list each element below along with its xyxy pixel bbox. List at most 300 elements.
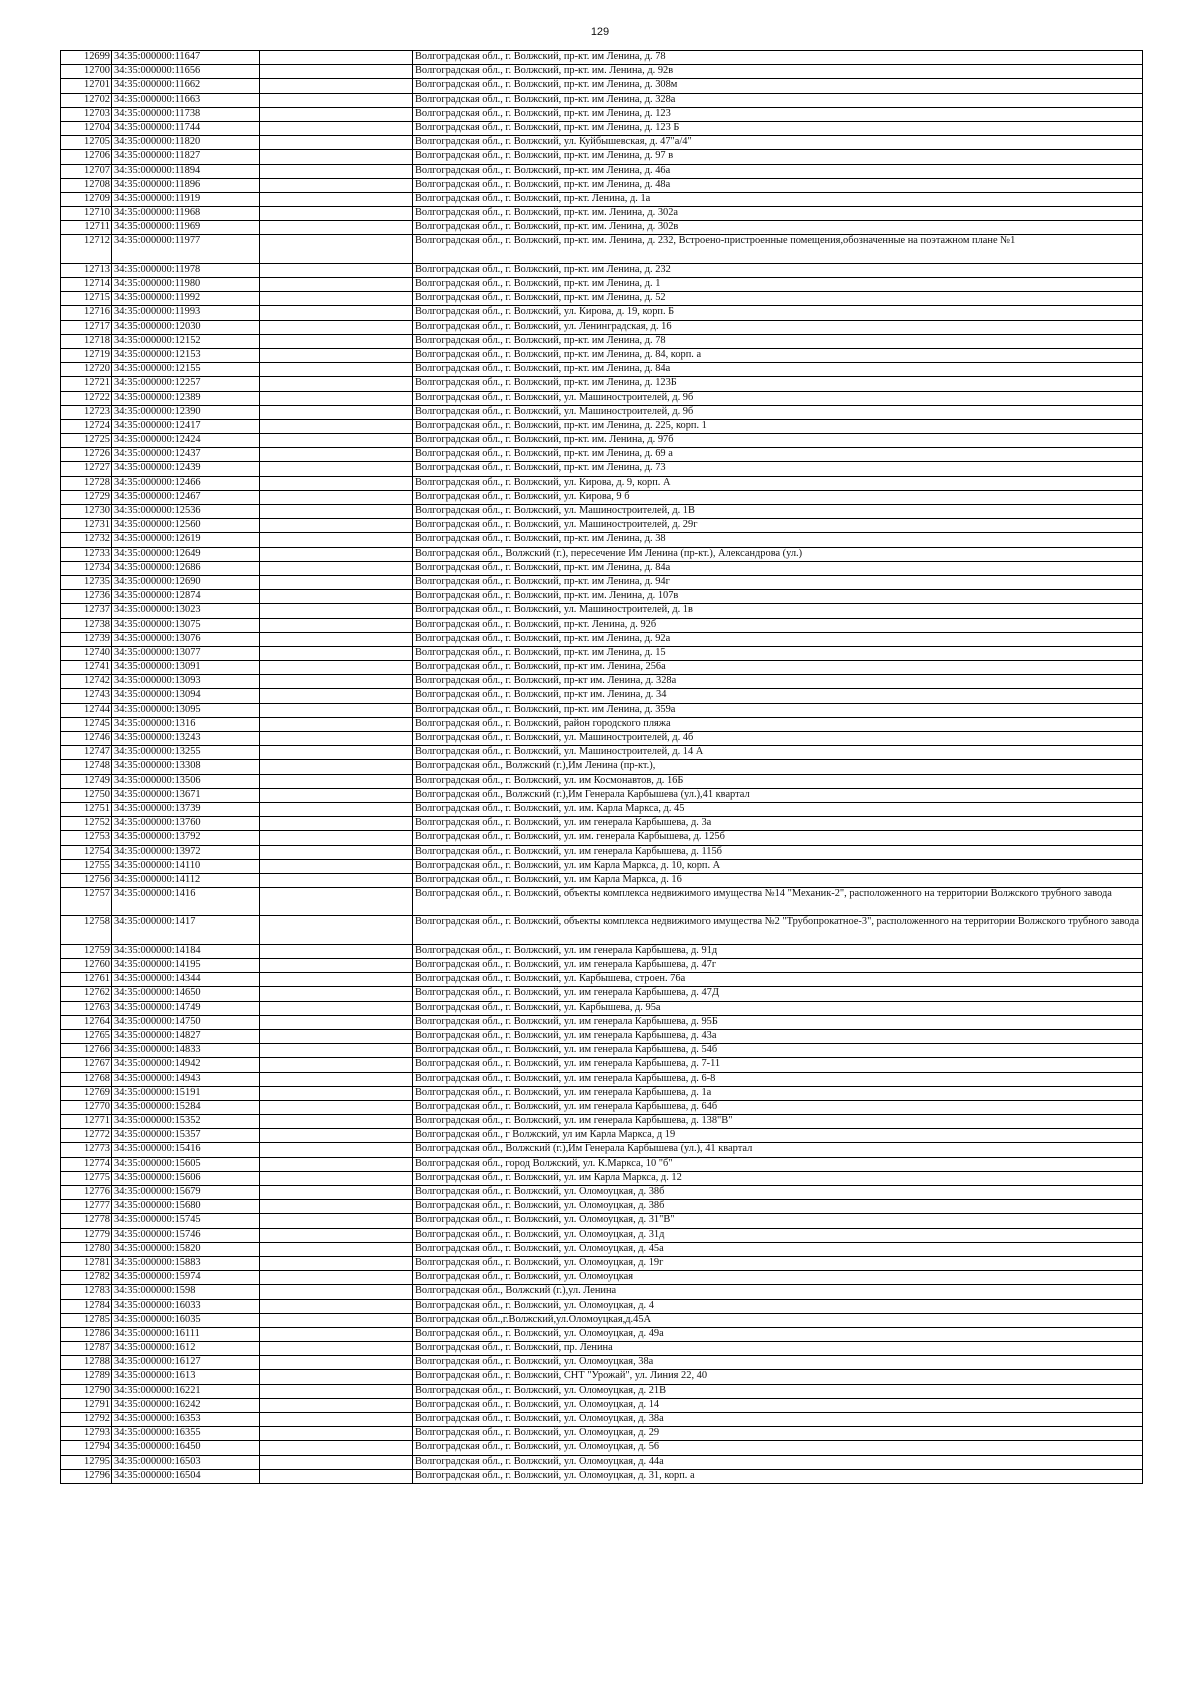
table-row — [61, 618, 1143, 632]
address-cell: Волгоградская обл., Волжский (г.),Им Генерала Карбышева (ул.), 41 квартал — [413, 1143, 1143, 1157]
table-row — [61, 1029, 1143, 1043]
address-cell: Волгоградская обл., г. Волжский, ул. им генерала Карбышева, д. 91д — [413, 944, 1143, 958]
table-row — [61, 292, 1143, 306]
cadastral-number-cell: 34:35:000000:12619 — [112, 533, 260, 547]
table-row — [61, 1186, 1143, 1200]
table-row — [61, 888, 1143, 916]
cadastral-number-cell: 34:35:000000:15974 — [112, 1271, 260, 1285]
address-cell: Волгоградская обл., г. Волжский, пр-кт. им Ленина, д. 97 в — [413, 150, 1143, 164]
cadastral-number-cell: 34:35:000000:12389 — [112, 391, 260, 405]
row-number-cell: 12714 — [61, 278, 112, 292]
table-row — [61, 192, 1143, 206]
cadastral-number-cell: 34:35:000000:13091 — [112, 661, 260, 675]
empty-cell — [260, 1313, 413, 1327]
table-row — [61, 661, 1143, 675]
cadastral-number-cell: 34:35:000000:14943 — [112, 1072, 260, 1086]
row-number-cell: 12756 — [61, 873, 112, 887]
table-row — [61, 1115, 1143, 1129]
table-row — [61, 703, 1143, 717]
address-cell: Волгоградская обл., Волжский (г.),Им Генерала Карбышева (ул.),41 квартал — [413, 788, 1143, 802]
empty-cell — [260, 1327, 413, 1341]
address-cell: Волгоградская обл., г. Волжский, ул. им Карла Маркса, д. 10, корп. А — [413, 859, 1143, 873]
table-row — [61, 434, 1143, 448]
row-number-cell: 12706 — [61, 150, 112, 164]
table-row — [61, 1271, 1143, 1285]
empty-cell — [260, 1299, 413, 1313]
row-number-cell: 12730 — [61, 505, 112, 519]
empty-cell — [260, 1384, 413, 1398]
empty-cell — [260, 533, 413, 547]
address-cell: Волгоградская обл., г. Волжский, пр-кт им. Ленина, д. 34 — [413, 689, 1143, 703]
address-cell: Волгоградская обл., г. Волжский, пр-кт. им Ленина, д. 48а — [413, 178, 1143, 192]
address-cell: Волгоградская обл., г. Волжский, ул. Оломоуцкая, д. 4 — [413, 1299, 1143, 1313]
table-row — [61, 575, 1143, 589]
cadastral-number-cell: 34:35:000000:15191 — [112, 1086, 260, 1100]
empty-cell — [260, 519, 413, 533]
address-cell: Волгоградская обл., г. Волжский, ул. Оломоуцкая, д. 49а — [413, 1327, 1143, 1341]
table-row — [61, 65, 1143, 79]
empty-cell — [260, 1441, 413, 1455]
address-cell: Волгоградская обл., г. Волжский, ул. Ленинградская, д. 16 — [413, 320, 1143, 334]
address-cell: Волгоградская обл., г. Волжский, район городского пляжа — [413, 717, 1143, 731]
empty-cell — [260, 93, 413, 107]
table-row — [61, 646, 1143, 660]
address-cell: Волгоградская обл., г. Волжский, пр-кт. им Ленина, д. 359а — [413, 703, 1143, 717]
table-row — [61, 51, 1143, 65]
cadastral-number-cell: 34:35:000000:12424 — [112, 434, 260, 448]
row-number-cell: 12708 — [61, 178, 112, 192]
empty-cell — [260, 1356, 413, 1370]
row-number-cell: 12724 — [61, 419, 112, 433]
cadastral-number-cell: 34:35:000000:12437 — [112, 448, 260, 462]
cadastral-number-cell: 34:35:000000:13023 — [112, 604, 260, 618]
cadastral-number-cell: 34:35:000000:13255 — [112, 746, 260, 760]
table-row — [61, 831, 1143, 845]
row-number-cell: 12750 — [61, 788, 112, 802]
address-cell: Волгоградская обл., г. Волжский, пр-кт. им Ленина, д. 84а — [413, 363, 1143, 377]
cadastral-number-cell: 34:35:000000:11978 — [112, 263, 260, 277]
cadastral-number-cell: 34:35:000000:11662 — [112, 79, 260, 93]
address-cell: Волгоградская обл., г. Волжский, пр-кт. им Ленина, д. 15 — [413, 646, 1143, 660]
address-cell: Волгоградская обл., г. Волжский, пр-кт. им. Ленина, д. 97б — [413, 434, 1143, 448]
table-row — [61, 1200, 1143, 1214]
empty-cell — [260, 235, 413, 263]
table-row — [61, 476, 1143, 490]
row-number-cell: 12792 — [61, 1413, 112, 1427]
row-number-cell: 12761 — [61, 973, 112, 987]
table-row — [61, 1370, 1143, 1384]
cadastral-number-cell: 34:35:000000:11993 — [112, 306, 260, 320]
row-number-cell: 12796 — [61, 1469, 112, 1483]
row-number-cell: 12794 — [61, 1441, 112, 1455]
table-row — [61, 377, 1143, 391]
address-cell: Волгоградская обл., Волжский (г.),Им Ленина (пр-кт.), — [413, 760, 1143, 774]
address-cell: Волгоградская обл., г. Волжский, ул. Оломоуцкая, д. 38б — [413, 1200, 1143, 1214]
table-row — [61, 519, 1143, 533]
address-cell: Волгоградская обл., г. Волжский, пр-кт. им Ленина, д. 232 — [413, 263, 1143, 277]
address-cell: Волгоградская обл., г. Волжский, ул. Оломоуцкая, д. 19г — [413, 1256, 1143, 1270]
row-number-cell: 12699 — [61, 51, 112, 65]
cadastral-number-cell: 34:35:000000:16033 — [112, 1299, 260, 1313]
row-number-cell: 12773 — [61, 1143, 112, 1157]
row-number-cell: 12775 — [61, 1171, 112, 1185]
empty-cell — [260, 1157, 413, 1171]
empty-cell — [260, 1370, 413, 1384]
table-row — [61, 1086, 1143, 1100]
row-number-cell: 12742 — [61, 675, 112, 689]
address-cell: Волгоградская обл., г. Волжский, ул. Машиностроителей, д. 9б — [413, 391, 1143, 405]
cadastral-number-cell: 34:35:000000:12152 — [112, 334, 260, 348]
table-row — [61, 547, 1143, 561]
table-row — [61, 1455, 1143, 1469]
empty-cell — [260, 746, 413, 760]
empty-cell — [260, 164, 413, 178]
table-row — [61, 1356, 1143, 1370]
address-cell: Волгоградская обл., г. Волжский, пр-кт. им Ленина, д. 46а — [413, 164, 1143, 178]
table-row — [61, 320, 1143, 334]
row-number-cell: 12726 — [61, 448, 112, 462]
row-number-cell: 12760 — [61, 959, 112, 973]
empty-cell — [260, 632, 413, 646]
table-row — [61, 505, 1143, 519]
empty-cell — [260, 1427, 413, 1441]
empty-cell — [260, 1214, 413, 1228]
empty-cell — [260, 944, 413, 958]
cadastral-number-cell: 34:35:000000:13739 — [112, 802, 260, 816]
empty-cell — [260, 1058, 413, 1072]
address-cell: Волгоградская обл., г. Волжский, ул. им генерала Карбышева, д. 138"В" — [413, 1115, 1143, 1129]
row-number-cell: 12755 — [61, 859, 112, 873]
empty-cell — [260, 1072, 413, 1086]
table-row — [61, 817, 1143, 831]
row-number-cell: 12711 — [61, 221, 112, 235]
cadastral-number-cell: 34:35:000000:13760 — [112, 817, 260, 831]
cadastral-number-cell: 34:35:000000:14184 — [112, 944, 260, 958]
empty-cell — [260, 150, 413, 164]
table-row — [61, 590, 1143, 604]
address-cell: Волгоградская обл., г. Волжский, ул. им Карла Маркса, д. 12 — [413, 1171, 1143, 1185]
empty-cell — [260, 973, 413, 987]
address-cell: Волгоградская обл., г. Волжский, ул. им. Карла Маркса, д. 45 — [413, 802, 1143, 816]
address-cell: Волгоградская обл., г. Волжский, пр-кт. им. Ленина, д. 302а — [413, 207, 1143, 221]
address-cell: Волгоградская обл., г. Волжский, пр-кт. им Ленина, д. 328а — [413, 93, 1143, 107]
cadastral-number-cell: 34:35:000000:11820 — [112, 136, 260, 150]
address-cell: Волгоградская обл., г. Волжский, ул. Оломоуцкая, д. 56 — [413, 1441, 1143, 1455]
cadastral-number-cell: 34:35:000000:16111 — [112, 1327, 260, 1341]
row-number-cell: 12741 — [61, 661, 112, 675]
cadastral-number-cell: 34:35:000000:14833 — [112, 1044, 260, 1058]
empty-cell — [260, 1029, 413, 1043]
cadastral-number-cell: 34:35:000000:11656 — [112, 65, 260, 79]
table-row — [61, 306, 1143, 320]
cadastral-number-cell: 34:35:000000:12439 — [112, 462, 260, 476]
empty-cell — [260, 121, 413, 135]
cadastral-number-cell: 34:35:000000:12153 — [112, 348, 260, 362]
cadastral-number-cell: 34:35:000000:14650 — [112, 987, 260, 1001]
cadastral-number-cell: 34:35:000000:14749 — [112, 1001, 260, 1015]
table-row — [61, 334, 1143, 348]
row-number-cell: 12788 — [61, 1356, 112, 1370]
address-cell: Волгоградская обл., г. Волжский, ул. им Космонавтов, д. 16Б — [413, 774, 1143, 788]
empty-cell — [260, 363, 413, 377]
empty-cell — [260, 1285, 413, 1299]
row-number-cell: 12748 — [61, 760, 112, 774]
address-cell: Волгоградская обл., г. Волжский, ул. им генерала Карбышева, д. 95Б — [413, 1015, 1143, 1029]
empty-cell — [260, 79, 413, 93]
address-cell: Волгоградская обл., г. Волжский, ул. Машиностроителей, д. 4б — [413, 732, 1143, 746]
empty-cell — [260, 575, 413, 589]
address-cell: Волгоградская обл., г. Волжский, пр-кт. им Ленина, д. 94г — [413, 575, 1143, 589]
row-number-cell: 12732 — [61, 533, 112, 547]
cadastral-number-cell: 34:35:000000:15284 — [112, 1100, 260, 1114]
empty-cell — [260, 845, 413, 859]
empty-cell — [260, 136, 413, 150]
table-row — [61, 1285, 1143, 1299]
address-cell: Волгоградская обл., г. Волжский, ул. Кирова, д. 19, корп. Б — [413, 306, 1143, 320]
table-row — [61, 107, 1143, 121]
cadastral-number-cell: 34:35:000000:15883 — [112, 1256, 260, 1270]
empty-cell — [260, 1086, 413, 1100]
empty-cell — [260, 916, 413, 944]
row-number-cell: 12767 — [61, 1058, 112, 1072]
table-row — [61, 235, 1143, 263]
row-number-cell: 12772 — [61, 1129, 112, 1143]
cadastral-number-cell: 34:35:000000:13972 — [112, 845, 260, 859]
row-number-cell: 12752 — [61, 817, 112, 831]
empty-cell — [260, 391, 413, 405]
row-number-cell: 12785 — [61, 1313, 112, 1327]
table-row — [61, 1242, 1143, 1256]
empty-cell — [260, 831, 413, 845]
empty-cell — [260, 419, 413, 433]
address-cell: Волгоградская обл.,г.Волжский,ул.Оломоуцкая,д.45А — [413, 1313, 1143, 1327]
address-cell: Волгоградская обл., г. Волжский, ул. Куйбышевская, д. 47"а/4" — [413, 136, 1143, 150]
table-row — [61, 987, 1143, 1001]
row-number-cell: 12795 — [61, 1455, 112, 1469]
empty-cell — [260, 1200, 413, 1214]
cadastral-number-cell: 34:35:000000:12030 — [112, 320, 260, 334]
table-row — [61, 533, 1143, 547]
address-cell: Волгоградская обл., г. Волжский, пр-кт. им Ленина, д. 225, корп. 1 — [413, 419, 1143, 433]
empty-cell — [260, 661, 413, 675]
row-number-cell: 12771 — [61, 1115, 112, 1129]
address-cell: Волгоградская обл., г. Волжский, ул. Машиностроителей, д. 14 А — [413, 746, 1143, 760]
address-cell: Волгоградская обл., г. Волжский, ул. Оломоуцкая, 38а — [413, 1356, 1143, 1370]
table-row — [61, 1398, 1143, 1412]
empty-cell — [260, 178, 413, 192]
cadastral-number-cell: 34:35:000000:14344 — [112, 973, 260, 987]
cadastral-number-cell: 34:35:000000:16353 — [112, 1413, 260, 1427]
address-cell: Волгоградская обл., г. Волжский, пр-кт. им Ленина, д. 308м — [413, 79, 1143, 93]
table-row — [61, 363, 1143, 377]
table-row — [61, 1228, 1143, 1242]
row-number-cell: 12701 — [61, 79, 112, 93]
table-row — [61, 732, 1143, 746]
table-row — [61, 1413, 1143, 1427]
row-number-cell: 12766 — [61, 1044, 112, 1058]
empty-cell — [260, 1015, 413, 1029]
empty-cell — [260, 590, 413, 604]
empty-cell — [260, 675, 413, 689]
address-cell: Волгоградская обл., г. Волжский, ул. им генерала Карбышева, д. 47г — [413, 959, 1143, 973]
row-number-cell: 12783 — [61, 1285, 112, 1299]
table-row — [61, 263, 1143, 277]
table-row — [61, 1171, 1143, 1185]
empty-cell — [260, 1143, 413, 1157]
row-number-cell: 12786 — [61, 1327, 112, 1341]
row-number-cell: 12739 — [61, 632, 112, 646]
table-row — [61, 1015, 1143, 1029]
row-number-cell: 12737 — [61, 604, 112, 618]
row-number-cell: 12790 — [61, 1384, 112, 1398]
empty-cell — [260, 618, 413, 632]
table-row — [61, 405, 1143, 419]
table-row — [61, 1299, 1143, 1313]
empty-cell — [260, 802, 413, 816]
row-number-cell: 12759 — [61, 944, 112, 958]
row-number-cell: 12743 — [61, 689, 112, 703]
empty-cell — [260, 547, 413, 561]
row-number-cell: 12740 — [61, 646, 112, 660]
table-row — [61, 391, 1143, 405]
table-row — [61, 1129, 1143, 1143]
address-cell: Волгоградская обл., г. Волжский, ул. Оломоуцкая, д. 44а — [413, 1455, 1143, 1469]
cadastral-number-cell: 34:35:000000:1416 — [112, 888, 260, 916]
table-row — [61, 760, 1143, 774]
empty-cell — [260, 959, 413, 973]
table-row — [61, 1441, 1143, 1455]
cadastral-number-cell: 34:35:000000:12467 — [112, 490, 260, 504]
empty-cell — [260, 65, 413, 79]
empty-cell — [260, 788, 413, 802]
empty-cell — [260, 278, 413, 292]
cadastral-number-cell: 34:35:000000:13792 — [112, 831, 260, 845]
cadastral-number-cell: 34:35:000000:12257 — [112, 377, 260, 391]
row-number-cell: 12707 — [61, 164, 112, 178]
empty-cell — [260, 646, 413, 660]
empty-cell — [260, 1469, 413, 1483]
table-row — [61, 348, 1143, 362]
row-number-cell: 12753 — [61, 831, 112, 845]
address-cell: Волгоградская обл., г. Волжский, пр-кт. им. Ленина, д. 232, Встроено-пристроенные помещения,обозначенные на поэтажном плане №1 — [413, 235, 1143, 263]
table-row — [61, 604, 1143, 618]
empty-cell — [260, 604, 413, 618]
empty-cell — [260, 1171, 413, 1185]
cadastral-number-cell: 34:35:000000:16450 — [112, 1441, 260, 1455]
table-row — [61, 1072, 1143, 1086]
empty-cell — [260, 462, 413, 476]
row-number-cell: 12770 — [61, 1100, 112, 1114]
cadastral-number-cell: 34:35:000000:11992 — [112, 292, 260, 306]
empty-cell — [260, 448, 413, 462]
empty-cell — [260, 405, 413, 419]
row-number-cell: 12709 — [61, 192, 112, 206]
empty-cell — [260, 1228, 413, 1242]
cadastral-number-cell: 34:35:000000:13308 — [112, 760, 260, 774]
cadastral-number-cell: 34:35:000000:15745 — [112, 1214, 260, 1228]
empty-cell — [260, 490, 413, 504]
empty-cell — [260, 334, 413, 348]
address-cell: Волгоградская обл., г. Волжский, пр-кт им. Ленина, д. 328а — [413, 675, 1143, 689]
cadastral-number-cell: 34:35:000000:12560 — [112, 519, 260, 533]
table-row — [61, 448, 1143, 462]
empty-cell — [260, 1398, 413, 1412]
cadastral-number-cell: 34:35:000000:13671 — [112, 788, 260, 802]
table-row — [61, 774, 1143, 788]
cadastral-number-cell: 34:35:000000:12466 — [112, 476, 260, 490]
table-row — [61, 1100, 1143, 1114]
row-number-cell: 12723 — [61, 405, 112, 419]
row-number-cell: 12722 — [61, 391, 112, 405]
empty-cell — [260, 1413, 413, 1427]
row-number-cell: 12745 — [61, 717, 112, 731]
cadastral-number-cell: 34:35:000000:15352 — [112, 1115, 260, 1129]
row-number-cell: 12720 — [61, 363, 112, 377]
row-number-cell: 12703 — [61, 107, 112, 121]
table-row — [61, 278, 1143, 292]
cadastral-number-cell: 34:35:000000:14112 — [112, 873, 260, 887]
row-number-cell: 12735 — [61, 575, 112, 589]
cadastral-number-cell: 34:35:000000:14942 — [112, 1058, 260, 1072]
empty-cell — [260, 221, 413, 235]
address-cell: Волгоградская обл., г. Волжский, пр-кт. им Ленина, д. 38 — [413, 533, 1143, 547]
table-row — [61, 873, 1143, 887]
empty-cell — [260, 1271, 413, 1285]
cadastral-number-cell: 34:35:000000:16221 — [112, 1384, 260, 1398]
table-row — [61, 1044, 1143, 1058]
table-row — [61, 419, 1143, 433]
address-cell: Волгоградская обл., г. Волжский, ул. Оломоуцкая, д. 31"В" — [413, 1214, 1143, 1228]
cadastral-number-cell: 34:35:000000:15605 — [112, 1157, 260, 1171]
empty-cell — [260, 320, 413, 334]
empty-cell — [260, 1044, 413, 1058]
address-cell: Волгоградская обл., г. Волжский, ул. им Карла Маркса, д. 16 — [413, 873, 1143, 887]
row-number-cell: 12777 — [61, 1200, 112, 1214]
address-cell: Волгоградская обл., г. Волжский, ул. Кирова, 9 б — [413, 490, 1143, 504]
row-number-cell: 12725 — [61, 434, 112, 448]
table-row — [61, 121, 1143, 135]
empty-cell — [260, 1186, 413, 1200]
address-cell: Волгоградская обл., г. Волжский, пр-кт им. Ленина, 256а — [413, 661, 1143, 675]
table-row — [61, 632, 1143, 646]
empty-cell — [260, 703, 413, 717]
empty-cell — [260, 263, 413, 277]
address-cell: Волгоградская обл., Волжский (г.),ул. Ленина — [413, 1285, 1143, 1299]
address-cell: Волгоградская обл., г. Волжский, ул. им генерала Карбышева, д. 6-8 — [413, 1072, 1143, 1086]
row-number-cell: 12716 — [61, 306, 112, 320]
row-number-cell: 12719 — [61, 348, 112, 362]
address-cell: Волгоградская обл., г. Волжский, пр-кт. им Ленина, д. 92а — [413, 632, 1143, 646]
address-cell: Волгоградская обл., г. Волжский, ул. им. генерала Карбышева, д. 125б — [413, 831, 1143, 845]
table-row — [61, 859, 1143, 873]
empty-cell — [260, 774, 413, 788]
address-cell: Волгоградская обл., г. Волжский, ул. Карбышева, д. 95а — [413, 1001, 1143, 1015]
address-cell: Волгоградская обл., г. Волжский, пр-кт. Ленина, д. 1а — [413, 192, 1143, 206]
empty-cell — [260, 292, 413, 306]
row-number-cell: 12765 — [61, 1029, 112, 1043]
address-cell: Волгоградская обл., г. Волжский, ул. Оломоуцкая, д. 45а — [413, 1242, 1143, 1256]
cadastral-number-cell: 34:35:000000:1613 — [112, 1370, 260, 1384]
table-row — [61, 1058, 1143, 1072]
table-row — [61, 1256, 1143, 1270]
row-number-cell: 12762 — [61, 987, 112, 1001]
row-number-cell: 12787 — [61, 1342, 112, 1356]
cadastral-number-cell: 34:35:000000:14195 — [112, 959, 260, 973]
row-number-cell: 12700 — [61, 65, 112, 79]
table-row — [61, 93, 1143, 107]
row-number-cell: 12778 — [61, 1214, 112, 1228]
cadastral-number-cell: 34:35:000000:1417 — [112, 916, 260, 944]
